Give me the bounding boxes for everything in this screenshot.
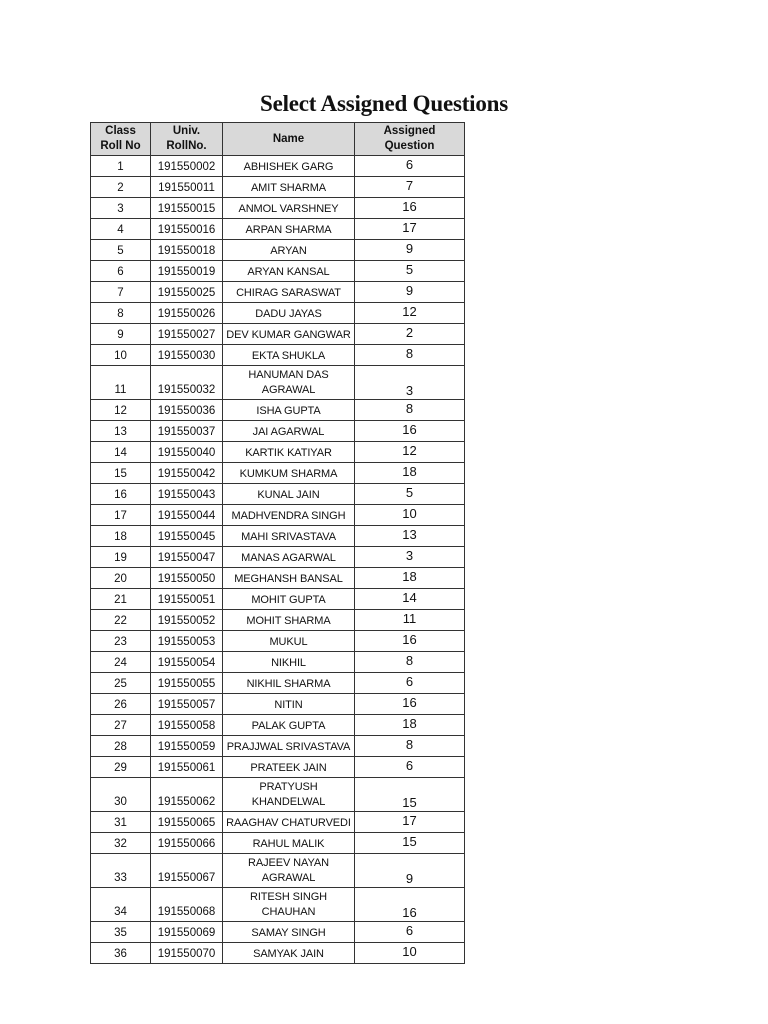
class-roll-no-cell: 22 — [91, 610, 151, 631]
class-roll-no-cell: 36 — [91, 943, 151, 964]
assigned-questions-table — [90, 122, 465, 964]
univ-roll-no-cell: 191550069 — [151, 922, 223, 943]
assigned-question-cell: 18 — [355, 715, 465, 736]
table-row — [91, 366, 465, 400]
univ-roll-no-cell: 191550044 — [151, 505, 223, 526]
table-row — [91, 547, 465, 568]
class-roll-no-cell: 4 — [91, 219, 151, 240]
assigned-question-cell: 8 — [355, 400, 465, 421]
student-name-cell: SAMYAK JAIN — [223, 943, 355, 964]
univ-roll-no-cell: 191550055 — [151, 673, 223, 694]
table-row — [91, 442, 465, 463]
univ-roll-no-cell: 191550015 — [151, 198, 223, 219]
table-row — [91, 240, 465, 261]
assigned-question-cell: 5 — [355, 484, 465, 505]
table-row — [91, 568, 465, 589]
class-roll-no-cell: 8 — [91, 303, 151, 324]
table-row — [91, 463, 465, 484]
assigned-question-cell: 14 — [355, 589, 465, 610]
student-name-cell: ANMOL VARSHNEY — [223, 198, 355, 219]
header-univ-roll-no: Univ. RollNo. — [151, 123, 223, 156]
page-title: Select Assigned Questions — [259, 91, 509, 116]
table-row — [91, 421, 465, 442]
univ-roll-no-cell: 191550054 — [151, 652, 223, 673]
assigned-question-cell: 10 — [355, 943, 465, 964]
univ-roll-no-cell: 191550027 — [151, 324, 223, 345]
class-roll-no-cell: 5 — [91, 240, 151, 261]
class-roll-no-cell: 27 — [91, 715, 151, 736]
table-row — [91, 400, 465, 421]
class-roll-no-cell: 35 — [91, 922, 151, 943]
univ-roll-no-cell: 191550053 — [151, 631, 223, 652]
student-name-cell: DADU JAYAS — [223, 303, 355, 324]
table-row — [91, 631, 465, 652]
table-row — [91, 715, 465, 736]
student-name-cell: HANUMAN DAS AGRAWAL — [223, 366, 355, 400]
student-name-cell: MUKUL — [223, 631, 355, 652]
student-name-cell: MOHIT GUPTA — [223, 589, 355, 610]
student-name-cell: JAI AGARWAL — [223, 421, 355, 442]
univ-roll-no-cell: 191550057 — [151, 694, 223, 715]
assigned-question-cell: 6 — [355, 922, 465, 943]
student-name-cell: RAJEEV NAYAN AGRAWAL — [223, 854, 355, 888]
assigned-question-cell: 8 — [355, 652, 465, 673]
student-name-cell: KUNAL JAIN — [223, 484, 355, 505]
assigned-question-cell: 16 — [355, 421, 465, 442]
assigned-question-cell: 9 — [355, 854, 465, 888]
assigned-question-cell: 17 — [355, 812, 465, 833]
class-roll-no-cell: 6 — [91, 261, 151, 282]
univ-roll-no-cell: 191550058 — [151, 715, 223, 736]
table-row — [91, 156, 465, 177]
univ-roll-no-cell: 191550045 — [151, 526, 223, 547]
student-name-cell: EKTA SHUKLA — [223, 345, 355, 366]
univ-roll-no-cell: 191550068 — [151, 888, 223, 922]
class-roll-no-cell: 31 — [91, 812, 151, 833]
class-roll-no-cell: 1 — [91, 156, 151, 177]
student-name-cell: PRATYUSH KHANDELWAL — [223, 778, 355, 812]
assigned-question-cell: 12 — [355, 442, 465, 463]
assigned-question-cell: 3 — [355, 366, 465, 400]
student-name-cell: RAHUL MALIK — [223, 833, 355, 854]
univ-roll-no-cell: 191550051 — [151, 589, 223, 610]
univ-roll-no-cell: 191550037 — [151, 421, 223, 442]
univ-roll-no-cell: 191550047 — [151, 547, 223, 568]
table-row — [91, 888, 465, 922]
table-header-row — [91, 123, 465, 156]
univ-roll-no-cell: 191550042 — [151, 463, 223, 484]
table-row — [91, 652, 465, 673]
univ-roll-no-cell: 191550052 — [151, 610, 223, 631]
table-row — [91, 922, 465, 943]
class-roll-no-cell: 14 — [91, 442, 151, 463]
table-row — [91, 694, 465, 715]
class-roll-no-cell: 28 — [91, 736, 151, 757]
class-roll-no-cell: 17 — [91, 505, 151, 526]
assigned-question-cell: 12 — [355, 303, 465, 324]
univ-roll-no-cell: 191550030 — [151, 345, 223, 366]
student-name-cell: DEV KUMAR GANGWAR — [223, 324, 355, 345]
univ-roll-no-cell: 191550065 — [151, 812, 223, 833]
class-roll-no-cell: 26 — [91, 694, 151, 715]
assigned-question-cell: 16 — [355, 888, 465, 922]
student-name-cell: KUMKUM SHARMA — [223, 463, 355, 484]
class-roll-no-cell: 34 — [91, 888, 151, 922]
table-row — [91, 345, 465, 366]
univ-roll-no-cell: 191550018 — [151, 240, 223, 261]
assigned-question-cell: 16 — [355, 198, 465, 219]
class-roll-no-cell: 3 — [91, 198, 151, 219]
student-name-cell: KARTIK KATIYAR — [223, 442, 355, 463]
student-name-cell: RAAGHAV CHATURVEDI — [223, 812, 355, 833]
class-roll-no-cell: 16 — [91, 484, 151, 505]
univ-roll-no-cell: 191550016 — [151, 219, 223, 240]
table-row — [91, 198, 465, 219]
assigned-question-cell: 6 — [355, 673, 465, 694]
class-roll-no-cell: 32 — [91, 833, 151, 854]
univ-roll-no-cell: 191550026 — [151, 303, 223, 324]
class-roll-no-cell: 30 — [91, 778, 151, 812]
table-row — [91, 854, 465, 888]
student-name-cell: NIKHIL SHARMA — [223, 673, 355, 694]
student-name-cell: ARPAN SHARMA — [223, 219, 355, 240]
student-name-cell: SAMAY SINGH — [223, 922, 355, 943]
assigned-question-cell: 8 — [355, 345, 465, 366]
student-name-cell: ARYAN — [223, 240, 355, 261]
table-row — [91, 526, 465, 547]
assigned-question-cell: 9 — [355, 282, 465, 303]
univ-roll-no-cell: 191550061 — [151, 757, 223, 778]
univ-roll-no-cell: 191550066 — [151, 833, 223, 854]
assigned-question-cell: 6 — [355, 757, 465, 778]
student-name-cell: MANAS AGARWAL — [223, 547, 355, 568]
table-row — [91, 484, 465, 505]
student-name-cell: MOHIT SHARMA — [223, 610, 355, 631]
student-name-cell: ARYAN KANSAL — [223, 261, 355, 282]
table-row — [91, 303, 465, 324]
student-name-cell: ISHA GUPTA — [223, 400, 355, 421]
class-roll-no-cell: 10 — [91, 345, 151, 366]
table-row — [91, 943, 465, 964]
class-roll-no-cell: 25 — [91, 673, 151, 694]
assigned-question-cell: 10 — [355, 505, 465, 526]
univ-roll-no-cell: 191550002 — [151, 156, 223, 177]
class-roll-no-cell: 21 — [91, 589, 151, 610]
table-row — [91, 757, 465, 778]
univ-roll-no-cell: 191550036 — [151, 400, 223, 421]
univ-roll-no-cell: 191550019 — [151, 261, 223, 282]
class-roll-no-cell: 24 — [91, 652, 151, 673]
univ-roll-no-cell: 191550032 — [151, 366, 223, 400]
univ-roll-no-cell: 191550062 — [151, 778, 223, 812]
student-name-cell: PRAJJWAL SRIVASTAVA — [223, 736, 355, 757]
univ-roll-no-cell: 191550067 — [151, 854, 223, 888]
student-name-cell: ABHISHEK GARG — [223, 156, 355, 177]
class-roll-no-cell: 20 — [91, 568, 151, 589]
assigned-question-cell: 8 — [355, 736, 465, 757]
table-row — [91, 736, 465, 757]
assigned-question-cell: 11 — [355, 610, 465, 631]
table-row — [91, 673, 465, 694]
class-roll-no-cell: 9 — [91, 324, 151, 345]
student-name-cell: MEGHANSH BANSAL — [223, 568, 355, 589]
univ-roll-no-cell: 191550011 — [151, 177, 223, 198]
assigned-question-cell: 18 — [355, 463, 465, 484]
assigned-question-cell: 7 — [355, 177, 465, 198]
univ-roll-no-cell: 191550040 — [151, 442, 223, 463]
assigned-question-cell: 17 — [355, 219, 465, 240]
assigned-question-cell: 6 — [355, 156, 465, 177]
assigned-question-cell: 9 — [355, 240, 465, 261]
table-row — [91, 610, 465, 631]
student-name-cell: PRATEEK JAIN — [223, 757, 355, 778]
student-name-cell: NIKHIL — [223, 652, 355, 673]
table-row — [91, 261, 465, 282]
assigned-question-cell: 16 — [355, 631, 465, 652]
table-row — [91, 282, 465, 303]
header-name: Name — [223, 123, 355, 156]
class-roll-no-cell: 15 — [91, 463, 151, 484]
table-row — [91, 778, 465, 812]
class-roll-no-cell: 13 — [91, 421, 151, 442]
class-roll-no-cell: 29 — [91, 757, 151, 778]
univ-roll-no-cell: 191550043 — [151, 484, 223, 505]
univ-roll-no-cell: 191550059 — [151, 736, 223, 757]
class-roll-no-cell: 33 — [91, 854, 151, 888]
table-row — [91, 812, 465, 833]
student-name-cell: AMIT SHARMA — [223, 177, 355, 198]
student-name-cell: RITESH SINGH CHAUHAN — [223, 888, 355, 922]
table-row — [91, 177, 465, 198]
header-class-roll-no: Class Roll No — [91, 123, 151, 156]
assigned-question-cell: 13 — [355, 526, 465, 547]
univ-roll-no-cell: 191550025 — [151, 282, 223, 303]
assigned-question-cell: 15 — [355, 778, 465, 812]
table-row — [91, 505, 465, 526]
class-roll-no-cell: 23 — [91, 631, 151, 652]
assigned-question-cell: 5 — [355, 261, 465, 282]
assigned-question-cell: 3 — [355, 547, 465, 568]
table-row — [91, 589, 465, 610]
assigned-question-cell: 16 — [355, 694, 465, 715]
class-roll-no-cell: 2 — [91, 177, 151, 198]
assigned-question-cell: 18 — [355, 568, 465, 589]
table-row — [91, 324, 465, 345]
student-name-cell: NITIN — [223, 694, 355, 715]
univ-roll-no-cell: 191550050 — [151, 568, 223, 589]
student-name-cell: MADHVENDRA SINGH — [223, 505, 355, 526]
class-roll-no-cell: 18 — [91, 526, 151, 547]
assigned-question-cell: 15 — [355, 833, 465, 854]
student-name-cell: MAHI SRIVASTAVA — [223, 526, 355, 547]
class-roll-no-cell: 19 — [91, 547, 151, 568]
student-name-cell: PALAK GUPTA — [223, 715, 355, 736]
table-row — [91, 219, 465, 240]
class-roll-no-cell: 7 — [91, 282, 151, 303]
class-roll-no-cell: 12 — [91, 400, 151, 421]
header-assigned-question: Assigned Question — [355, 123, 465, 156]
class-roll-no-cell: 11 — [91, 366, 151, 400]
table-row — [91, 833, 465, 854]
student-name-cell: CHIRAG SARASWAT — [223, 282, 355, 303]
univ-roll-no-cell: 191550070 — [151, 943, 223, 964]
assigned-question-cell: 2 — [355, 324, 465, 345]
